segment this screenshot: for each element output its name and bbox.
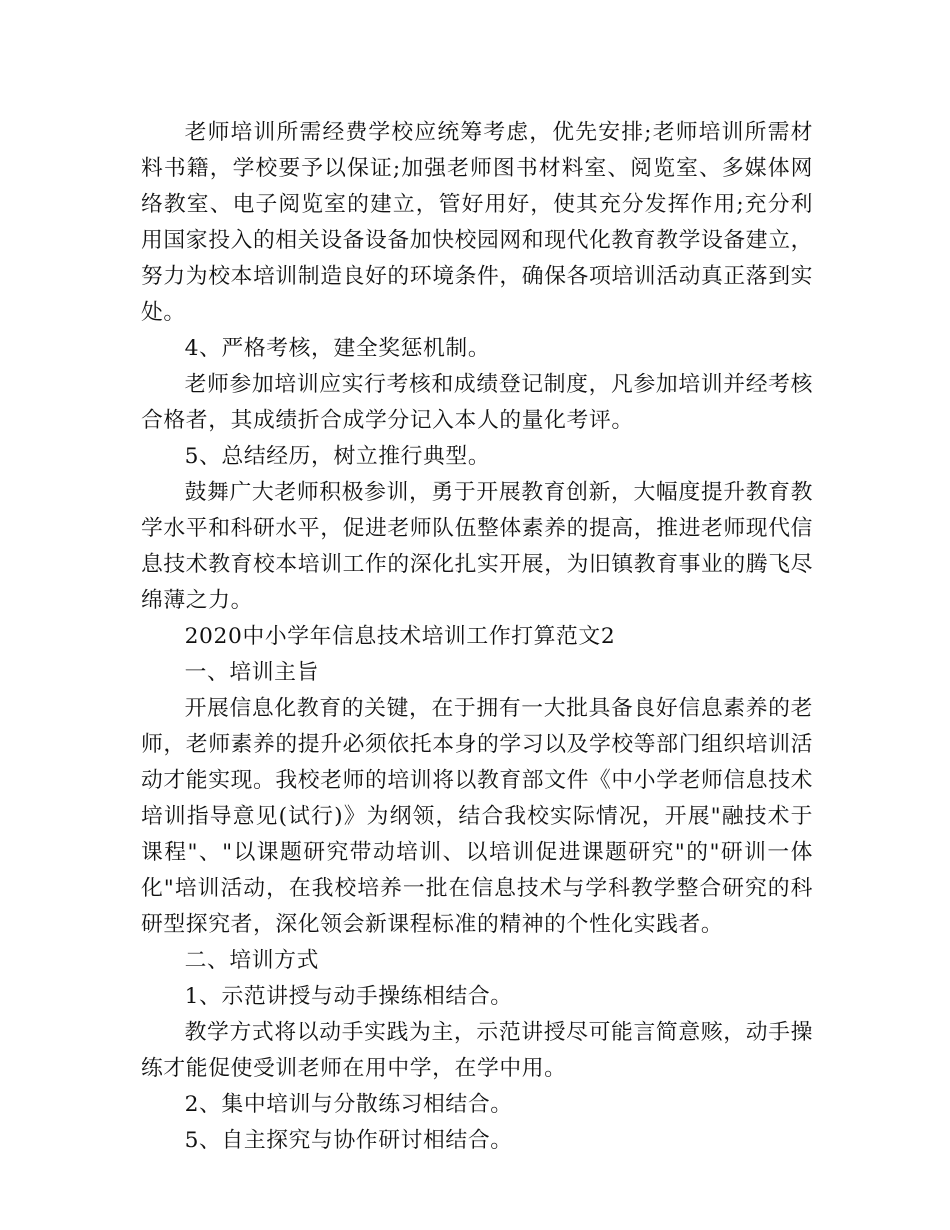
section-title-sample-2: 2020中小学年信息技术培训工作打算范文2 bbox=[184, 624, 616, 649]
heading-training-methods: 二、培训方式 bbox=[184, 948, 319, 973]
heading-method-2: 2、集中培训与分散练习相结合。 bbox=[184, 1092, 513, 1117]
paragraph-assessment-details: 老师参加培训应实行考核和成绩登记制度，凡参加培训并经考核合格者，其成绩折合成学分记入本人的量化考评。 bbox=[141, 372, 813, 433]
paragraph-method-1: 教学方式将以动手实践为主，示范讲授尽可能言简意赅，动手操练才能促使受训老师在用中学，在学中用。 bbox=[141, 1020, 813, 1081]
heading-strict-assessment: 4、严格考核，建全奖惩机制。 bbox=[184, 336, 491, 361]
heading-summarize-experience: 5、总结经历，树立推行典型。 bbox=[184, 444, 491, 469]
heading-training-purpose: 一、培训主旨 bbox=[184, 660, 319, 685]
document-body bbox=[141, 115, 813, 1159]
paragraph-training-purpose: 开展信息化教育的关键，在于拥有一大批具备良好信息素养的老师，老师素养的提升必须依托本身的学习以及学校等部门组织培训活动才能实现。我校老师的培训将以教育部文件《中小学老师信息技术培训指导意见(试行)》为纲领，结合我校实际情况，开展"融技术于课程"、"以课题研究带动培训、以培训促进课题研究"的"研训一体化"培训活动，在我校培养一批在信息技术与学科教学整合研究的科研型探究者，深化领会新课程标准的精神的个性化实践者。 bbox=[141, 696, 813, 937]
heading-method-5: 5、自主探究与协作研讨相结合。 bbox=[184, 1128, 513, 1153]
paragraph-funding-resources: 老师培训所需经费学校应统筹考虑，优先安排;老师培训所需材料书籍，学校要予以保证;加强老师图书材料室、阅览室、多媒体网络教室、电子阅览室的建立，管好用好，使其充分发挥作用;充分利用国家投入的相关设备设备加快校园网和现代化教育教学设备建立，努力为校本培训制造良好的环境条件，确保各项培训活动真正落到实处。 bbox=[141, 120, 813, 325]
heading-method-1: 1、示范讲授与动手操练相结合。 bbox=[184, 984, 513, 1009]
paragraph-encourage-teachers: 鼓舞广大老师积极参训，勇于开展教育创新，大幅度提升教育教学水平和科研水平，促进老师队伍整体素养的提高，推进老师现代信息技术教育校本培训工作的深化扎实开展，为旧镇教育事业的腾飞尽绵薄之力。 bbox=[141, 480, 813, 613]
